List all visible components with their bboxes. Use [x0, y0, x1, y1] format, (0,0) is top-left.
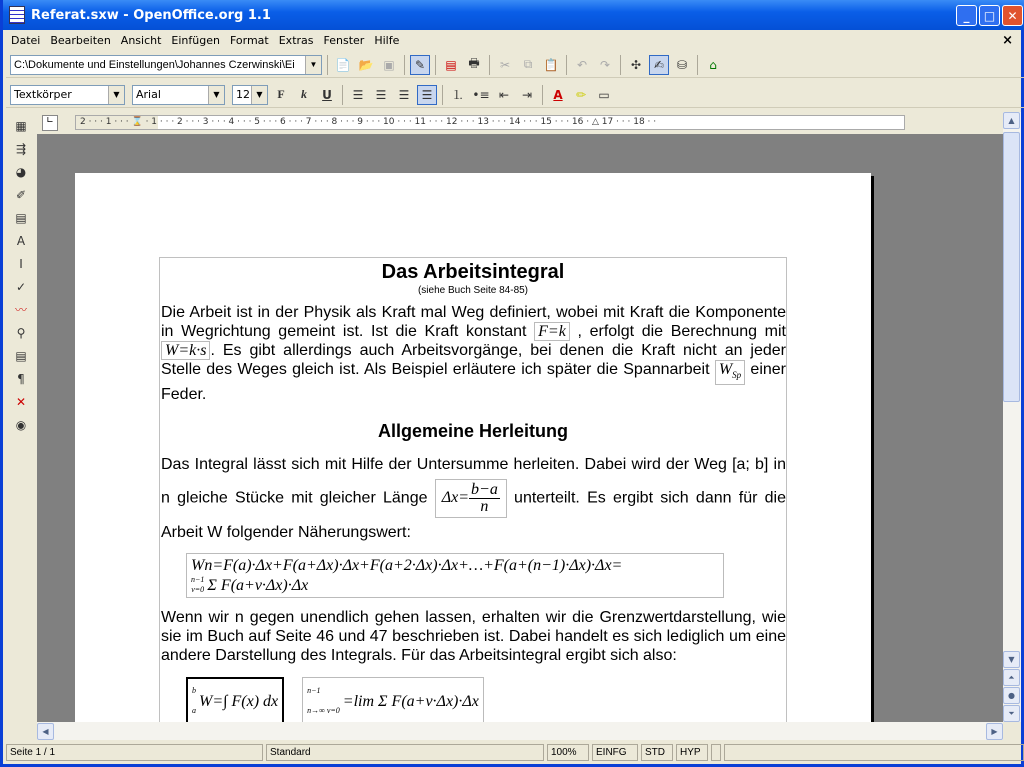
paragraph-3: Wenn wir n gegen unendlich gehen lassen, erhalten wir die Grenzwertdarstellung, wie sie im Buch auf Seite 46 und 47 beschrieben ist. Dabei handelt es sich lediglich um eine andere Darstellung des Integrals. Für das Arbeitsintegral ergibt sich also:	[161, 609, 786, 665]
chevron-down-icon[interactable]: ▼	[251, 86, 267, 104]
bold-button[interactable]: F	[277, 87, 285, 101]
font-color-icon[interactable]: A	[553, 87, 563, 102]
format-toolbar	[6, 82, 1024, 108]
font-name-value: Arial	[136, 88, 161, 101]
text: Das Integral lässt sich mit Hilfe der Untersumme herleiten. Dabei wird der Weg [a; b] in n gleiche Stücke mit gleicher Länge	[161, 456, 786, 507]
text: b−a	[471, 481, 498, 499]
bullets-icon[interactable]: •≡	[472, 87, 490, 102]
save-icon[interactable]: ▣	[383, 57, 395, 72]
document-icon	[9, 6, 25, 24]
highlight-icon[interactable]: ✏	[575, 87, 587, 102]
window-title: Referat.sxw - OpenOffice.org 1.1	[31, 7, 271, 23]
scroll-right-icon[interactable]: ▶	[986, 723, 1003, 740]
insert-table-icon[interactable]: ▦	[15, 118, 27, 133]
text: n−1	[191, 575, 205, 585]
redo-icon[interactable]: ↷	[599, 57, 611, 72]
cut-icon[interactable]: ✂	[499, 57, 511, 72]
text: a	[192, 706, 196, 716]
underline-button[interactable]: U	[322, 87, 332, 102]
numbering-icon[interactable]: ⒈	[451, 88, 464, 102]
section-heading: Allgemeine Herleitung	[377, 421, 569, 442]
text: Die Arbeit ist in der Physik als Kraft mal Weg definiert, wobei mit Kraft die Komponente in Wegrichtung gemeint ist. Ist die Kraft konstant	[161, 304, 786, 340]
edit-autotext-icon[interactable]: A	[16, 233, 26, 248]
spellcheck-icon[interactable]: ✓	[15, 279, 27, 294]
navigation-icon[interactable]: ●	[1003, 687, 1020, 704]
text: =lim Σ F(a+ν·Δx)·Δx	[342, 692, 479, 710]
chevron-down-icon[interactable]: ▼	[108, 86, 124, 104]
text: n	[480, 498, 489, 516]
scroll-left-icon[interactable]: ◀	[37, 723, 54, 740]
close-button[interactable]: ✕	[1002, 5, 1023, 26]
url-combo[interactable]	[10, 55, 322, 75]
menu-format[interactable]: Format	[229, 34, 269, 47]
formula-w-equals-ks[interactable]: W=k·s	[161, 341, 210, 360]
menu-ansicht[interactable]: Ansicht	[120, 34, 162, 47]
formula-delta-x[interactable]	[435, 479, 507, 518]
document-area	[37, 134, 1003, 722]
menu-bearbeiten[interactable]: Bearbeiten	[50, 34, 111, 47]
status-page: Seite 1 / 1	[6, 744, 263, 761]
text-cursor-icon[interactable]: I	[19, 256, 23, 271]
background-color-icon[interactable]: ▭	[598, 87, 610, 102]
formula-w-sp[interactable]	[715, 360, 745, 385]
text: Δx=	[441, 489, 470, 507]
undo-icon[interactable]: ↶	[576, 57, 588, 72]
gallery-icon[interactable]: ⌂	[709, 57, 717, 72]
text: . Es gibt allerdings auch Arbeitsvorgänge, bei denen die Kraft nicht an jeder Stelle des Weges gleich ist. Als Beispiel erläutere ich später die Spannarbeit	[161, 342, 786, 378]
menu-datei[interactable]: Datei	[11, 34, 41, 47]
draw-functions-icon[interactable]: ✐	[15, 187, 27, 202]
text: Sp	[732, 370, 742, 381]
text: Σ F(a+ν·Δx)·Δx	[207, 576, 309, 594]
text: einer Feder.	[161, 361, 786, 404]
autospellcheck-icon[interactable]: 〰	[14, 303, 27, 317]
export-pdf-icon[interactable]: ▤	[445, 57, 457, 72]
online-layout-icon[interactable]: ◉	[15, 417, 27, 432]
title-bar	[3, 0, 1024, 30]
ruler-labels: 2 · · · 1 · · · ⌛ · 1 · · · 2 · · · 3 · · · 4 · · · 5 · · · 6 · · · 7 · · · 8 · · · 9 · · · 10 · · · 11 · · · 12 · · · 13 · · · 14 · · · 15 · · · 16 · △ 17 · · · 18 · ·	[80, 117, 657, 127]
open-folder-icon[interactable]: 📂	[358, 57, 374, 72]
stylist-icon[interactable]: ✍	[649, 55, 669, 75]
formula-work-integral[interactable]	[186, 677, 284, 722]
chevron-down-icon[interactable]: ▼	[208, 86, 224, 104]
formula-limit-sum[interactable]	[302, 677, 484, 722]
text: b	[192, 686, 196, 696]
chevron-down-icon[interactable]: ▼	[305, 56, 321, 74]
formatting-marks-icon[interactable]: ¶	[17, 371, 25, 386]
new-document-icon[interactable]: 📄	[335, 57, 351, 72]
scroll-down-icon[interactable]: ▼	[1003, 651, 1020, 668]
status-bar	[6, 744, 1024, 762]
insert-fields-icon[interactable]: ⇶	[15, 141, 27, 156]
status-hyperlink-mode[interactable]: HYP	[676, 744, 708, 761]
menu-bar	[6, 31, 1024, 50]
minimize-button[interactable]: _	[956, 5, 977, 26]
paragraph-style-value: Textkörper	[14, 88, 72, 101]
hide-fields-icon[interactable]: ✕	[15, 394, 27, 409]
font-size-combo[interactable]	[232, 85, 268, 105]
data-sources-icon[interactable]: ⛁	[676, 57, 688, 72]
document-title: Das Arbeitsintegral	[381, 261, 565, 283]
main-toolbar	[6, 112, 36, 722]
find-replace-icon[interactable]: ⚲	[16, 325, 26, 340]
next-page-icon[interactable]: ⏷	[1003, 705, 1020, 722]
horizontal-scrollbar[interactable]	[37, 722, 1003, 740]
status-selection-mode[interactable]: STD	[641, 744, 673, 761]
paste-icon[interactable]: 📋	[543, 57, 559, 72]
text: W=∫ F(x) dx	[199, 692, 279, 710]
page	[75, 173, 871, 722]
justify-icon[interactable]: ☰	[417, 85, 437, 105]
previous-page-icon[interactable]: ⏶	[1003, 669, 1020, 686]
paragraph-1	[161, 303, 786, 404]
insert-object-icon[interactable]: ◕	[15, 164, 27, 179]
vertical-scrollbar[interactable]	[1003, 112, 1021, 722]
text: W	[718, 361, 733, 378]
menu-hilfe[interactable]: Hilfe	[374, 34, 400, 47]
function-toolbar	[6, 52, 1024, 78]
document-subtitle: (siehe Buch Seite 84-85)	[417, 285, 529, 296]
print-icon[interactable]: 🖶	[468, 56, 480, 70]
status-modified	[711, 744, 721, 761]
url-value: C:\Dokumente und Einstellungen\Johannes Czerwinski\Ei	[14, 58, 295, 71]
status-insert-mode[interactable]: EINFG	[592, 744, 638, 761]
menu-einfuegen[interactable]: Einfügen	[171, 34, 220, 47]
text: Wn=F(a)·Δx+F(a+Δx)·Δx+F(a+2·Δx)·Δx+…+F(a+(n−1)·Δx)·Δx=	[191, 557, 623, 575]
text: , erfolgt die Berechnung mit	[569, 323, 787, 340]
paragraph-style-combo[interactable]	[10, 85, 125, 105]
status-zoom[interactable]: 100%	[547, 744, 589, 761]
menu-extras[interactable]: Extras	[278, 34, 314, 47]
menu-fenster[interactable]: Fenster	[323, 34, 365, 47]
scroll-up-icon[interactable]: ▲	[1003, 112, 1020, 129]
status-page-style[interactable]: Standard	[266, 744, 544, 761]
formula-f-equals-k[interactable]: F=k	[534, 322, 570, 341]
text: n→∞ ν=0	[307, 706, 340, 716]
decrease-indent-icon[interactable]: ⇤	[498, 87, 510, 102]
align-center-icon[interactable]: ☰	[375, 87, 387, 102]
form-functions-icon[interactable]: ▤	[15, 210, 27, 225]
data-sources-icon[interactable]: ▤	[15, 348, 27, 363]
status-info	[724, 744, 1024, 761]
formula-riemann-sum[interactable]	[186, 553, 724, 598]
horizontal-ruler[interactable]	[37, 112, 1003, 134]
italic-button[interactable]: k	[301, 87, 307, 101]
text: n−1	[307, 686, 321, 696]
text-body[interactable]	[159, 257, 787, 722]
increase-indent-icon[interactable]: ⇥	[521, 87, 533, 102]
copy-icon[interactable]: ⧉	[523, 57, 533, 71]
align-left-icon[interactable]: ☰	[352, 87, 364, 102]
paragraph-2	[161, 450, 786, 547]
text: ν=0	[191, 585, 205, 595]
edit-file-icon[interactable]: ✎	[410, 55, 430, 75]
font-name-combo[interactable]	[132, 85, 225, 105]
text: unterteilt. Es ergibt sich dann für die Arbeit W folgender Näherungswert:	[161, 489, 786, 542]
scroll-thumb[interactable]	[1003, 132, 1020, 402]
close-document-icon[interactable]: ×	[1002, 33, 1013, 48]
maximize-button[interactable]: □	[979, 5, 1000, 26]
tab-stop-icon[interactable]: ∟	[42, 115, 58, 131]
align-right-icon[interactable]: ☰	[398, 87, 410, 102]
font-size-value: 12	[236, 88, 250, 101]
navigator-icon[interactable]: ✣	[630, 57, 642, 72]
